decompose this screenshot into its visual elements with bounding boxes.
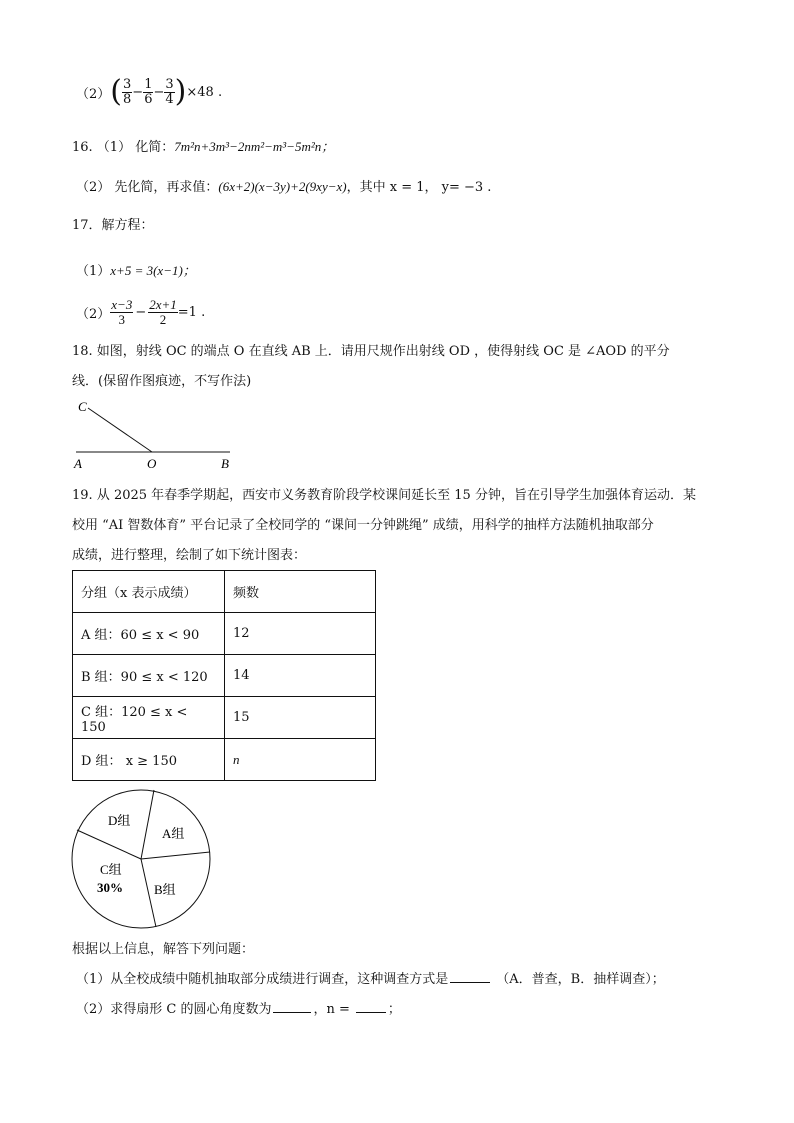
fraction: $\frac{x-3}{3}$ bbox=[111, 296, 133, 327]
q16-expr1: 7m²n+3m³−2nm²−m³−5m²n； bbox=[174, 139, 335, 154]
table-cell: B 组：90 ≤ x < 120 bbox=[73, 655, 225, 697]
fraction: $\frac{3}{4}$ bbox=[165, 76, 174, 107]
pie-chart bbox=[70, 788, 214, 932]
q16-part1: 16. （1） 化简：7m²n+3m³−2nm²−m³−5m²n； bbox=[72, 139, 335, 155]
table-header: 频数 bbox=[225, 571, 376, 613]
table-row bbox=[73, 739, 376, 781]
q19-line3: 成绩，进行整理，绘制了如下统计图表： bbox=[72, 548, 307, 563]
table-row bbox=[73, 655, 376, 697]
q15-part2-label: （2） bbox=[76, 86, 111, 102]
fraction: $\frac{2x+1}{2}$ bbox=[149, 296, 177, 327]
q19-line2: 校用 “AI 智数体育” 平台记录了全校同学的 “课间一分钟跳绳” 成绩，用科学的抽样方法随机抽取部分 bbox=[72, 518, 654, 533]
label-o: O bbox=[147, 456, 157, 471]
answer-blank[interactable] bbox=[356, 1000, 386, 1013]
q19-sub1: （1）从全校成绩中随机抽取部分成绩进行调查，这种调查方式是 （A．普查，B．抽样调查）； bbox=[76, 972, 665, 987]
pie-label-c-percent: 30% bbox=[97, 880, 123, 895]
q16-part2: （2） 先化简，再求值：(6x+2)(x−3y)+2(9xy−x)，其中 x = 1， y= −3 . bbox=[76, 179, 492, 195]
table-cell: C 组：120 ≤ x < 150 bbox=[73, 697, 225, 739]
q17-part2: （2） $\frac{x-3}{3}$ − $\frac{2x+1}{2}$ =1 . bbox=[76, 296, 206, 327]
q17-heading: 17．解方程： bbox=[72, 218, 154, 233]
table-cell: 15 bbox=[225, 697, 376, 739]
q15-tail: ×48 . bbox=[186, 84, 223, 100]
fraction: $\frac{1}{6}$ bbox=[144, 76, 153, 107]
pie-label-d: D组 bbox=[108, 813, 131, 828]
table-cell: D 组： x ≥ 150 bbox=[73, 739, 225, 781]
pie-label-b: B组 bbox=[154, 882, 176, 897]
fraction: $\frac{3}{8}$ bbox=[123, 76, 132, 107]
table-row bbox=[73, 697, 376, 739]
q19-info: 根据以上信息，解答下列问题： bbox=[72, 942, 255, 957]
table-row bbox=[73, 613, 376, 655]
label-b: B bbox=[221, 456, 229, 471]
table-cell: n bbox=[225, 739, 376, 781]
answer-blank[interactable] bbox=[450, 970, 490, 983]
table-cell: 12 bbox=[225, 613, 376, 655]
table-cell: A 组：60 ≤ x < 90 bbox=[73, 613, 225, 655]
answer-blank[interactable] bbox=[273, 1000, 311, 1013]
pie-label-a: A组 bbox=[162, 826, 185, 841]
q16-condition: ，其中 x = 1， y= −3 . bbox=[346, 180, 492, 195]
table-header: 分组（x 表示成绩） bbox=[73, 571, 225, 613]
q19-sub2: （2）求得扇形 C 的圆心角度数为 ，n = ； bbox=[76, 1002, 401, 1017]
pie-label-c: C组 bbox=[100, 862, 122, 877]
label-a: A bbox=[74, 456, 82, 471]
ray-oc bbox=[88, 408, 152, 452]
table-cell: 14 bbox=[225, 655, 376, 697]
q18-line2: 线．(保留作图痕迹，不写作法) bbox=[72, 374, 252, 389]
q18-figure bbox=[70, 396, 240, 472]
q18-line1: 18. 如图，射线 OC 的端点 O 在直线 AB 上．请用尺规作出射线 OD ，使得射线 OC 是 ∠AOD 的平分 bbox=[72, 344, 670, 359]
q17-part1: （1）x+5 = 3(x−1)； bbox=[76, 263, 196, 279]
table-header-row bbox=[73, 571, 376, 613]
q16-expr2: (6x+2)(x−3y)+2(9xy−x) bbox=[218, 179, 347, 194]
q19-line1: 19. 从 2025 年春季学期起，西安市义务教育阶段学校课间延长至 15 分钟，旨在引导学生加强体育运动．某 bbox=[72, 488, 696, 503]
label-c: C bbox=[78, 399, 87, 414]
q15-part2: （2） ( $\frac{3}{8}$ − $\frac{1}{6}$ − $\frac{3}{4}$ ) ×48 . bbox=[76, 74, 223, 109]
frequency-table bbox=[72, 570, 376, 781]
